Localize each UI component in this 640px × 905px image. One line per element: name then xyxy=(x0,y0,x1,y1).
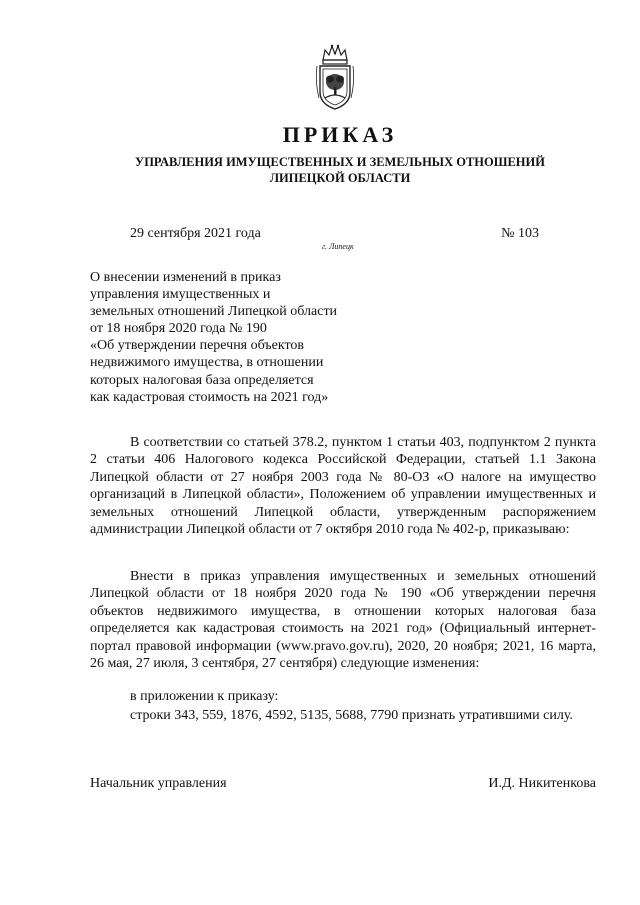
body-paragraph-lines: строки 343, 559, 1876, 4592, 5135, 5688, 7790 признать утратившими силу. xyxy=(130,708,573,723)
lipetsk-coat-of-arms-icon xyxy=(315,42,355,112)
document-title: ПРИКАЗ xyxy=(282,122,398,147)
heading-line: земельных отношений Липецкой области xyxy=(90,304,338,320)
signatory-name: И.Д. Никитенкова xyxy=(488,776,596,791)
document-subtitle xyxy=(0,154,640,186)
heading-line: которых налоговая база определяется xyxy=(90,372,314,388)
heading-line: недвижимого имущества, в отношении xyxy=(90,355,324,371)
subtitle-line-2: ЛИПЕЦКОЙ ОБЛАСТИ xyxy=(269,171,411,185)
heading-line: от 18 ноября 2020 года № 190 xyxy=(90,321,267,337)
heading-line: О внесении изменений в приказ xyxy=(90,270,281,285)
heading-line: управления имущественных и xyxy=(90,287,271,303)
body-paragraph-order: Внести в приказ управления имущественных и земельных отношений Липецкой области от 18 ноября 2020 года № 190 «Об утверждении перечня объектов недвижимого имущества, в отношении которых налоговая база определяется как кадастровая стоимость на 2021 год» (Официальный интернет-портал правовой информации (www.pravo.gov.ru), 2020, 20 ноября; 2021, 16 марта, 26 мая, 27 июля, 3 сентября, 27 сентября) следующие изменения: xyxy=(90,569,596,672)
heading-line: «Об утверждении перечня объектов xyxy=(90,338,305,354)
document-number: № 103 xyxy=(501,226,539,241)
body-paragraph-annex: в приложении к приказу: xyxy=(130,689,279,704)
body-paragraph-preamble: В соответствии со статьей 378.2, пунктом 1 статьи 403, подпунктом 2 пункта 2 статьи 406 Налогового кодекса Российской Федерации, статьей 1.1 Закона Липецкой области от 27 ноября 2003 года № 80-ОЗ «О налоге на имущество организаций в Липецкой области», Положением об управлении имущественных и земельных отношений Липецкой области, утвержденным распоряжением администрации Липецкой области от 7 октября 2010 года № 402-р, приказываю: xyxy=(90,435,596,538)
document-city: г. Липецк xyxy=(322,242,354,251)
heading-line: как кадастровая стоимость на 2021 год» xyxy=(90,389,329,405)
document-heading xyxy=(90,269,390,406)
document-date: 29 сентября 2021 года xyxy=(130,226,261,241)
signatory-position: Начальник управления xyxy=(90,776,227,791)
subtitle-line-1: УПРАВЛЕНИЯ ИМУЩЕСТВЕННЫХ И ЗЕМЕЛЬНЫХ ОТНОШЕНИЙ xyxy=(135,155,545,169)
